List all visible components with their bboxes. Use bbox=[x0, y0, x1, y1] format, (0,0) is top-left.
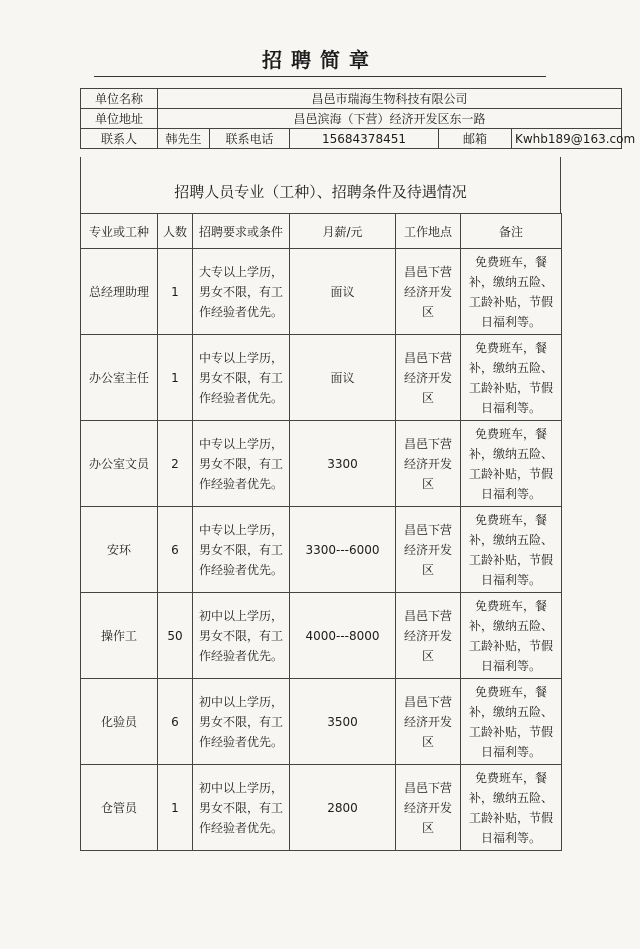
positions-table bbox=[80, 213, 562, 851]
note-cell: 免费班车，餐补，缴纳五险、工龄补贴，节假日福利等。 bbox=[461, 421, 562, 507]
location-cell: 昌邑下营经济开发区 bbox=[396, 593, 461, 679]
location-cell: 昌邑下营经济开发区 bbox=[396, 765, 461, 851]
company-info-table bbox=[80, 88, 636, 149]
company-name: 昌邑市瑞海生物科技有限公司 bbox=[158, 89, 622, 109]
requirement-cell: 初中以上学历，男女不限，有工作经验者优先。 bbox=[193, 679, 290, 765]
position-cell: 总经理助理 bbox=[81, 249, 158, 335]
table-row bbox=[81, 249, 562, 335]
position-cell: 操作工 bbox=[81, 593, 158, 679]
position-cell: 安环 bbox=[81, 507, 158, 593]
salary-cell: 3300 bbox=[290, 421, 396, 507]
requirement-cell: 初中以上学历，男女不限，有工作经验者优先。 bbox=[193, 593, 290, 679]
table-row bbox=[81, 335, 562, 421]
location-cell: 昌邑下营经济开发区 bbox=[396, 679, 461, 765]
contact-name: 韩先生 bbox=[158, 129, 210, 149]
col-header-position: 专业或工种 bbox=[81, 214, 158, 249]
requirement-cell: 初中以上学历，男女不限，有工作经验者优先。 bbox=[193, 765, 290, 851]
salary-cell: 面议 bbox=[290, 335, 396, 421]
count-cell: 6 bbox=[158, 507, 193, 593]
title-underline bbox=[94, 76, 546, 77]
requirement-cell: 大专以上学历，男女不限，有工作经验者优先。 bbox=[193, 249, 290, 335]
table-row bbox=[81, 421, 562, 507]
section-heading-box bbox=[80, 157, 561, 213]
location-cell: 昌邑下营经济开发区 bbox=[396, 421, 461, 507]
count-cell: 1 bbox=[158, 335, 193, 421]
col-header-salary: 月薪/元 bbox=[290, 214, 396, 249]
requirement-cell: 中专以上学历，男女不限，有工作经验者优先。 bbox=[193, 421, 290, 507]
requirement-cell: 中专以上学历，男女不限，有工作经验者优先。 bbox=[193, 335, 290, 421]
count-cell: 1 bbox=[158, 249, 193, 335]
count-cell: 1 bbox=[158, 765, 193, 851]
col-header-count: 人数 bbox=[158, 214, 193, 249]
company-name-label: 单位名称 bbox=[81, 89, 158, 109]
location-cell: 昌邑下营经济开发区 bbox=[396, 249, 461, 335]
count-cell: 2 bbox=[158, 421, 193, 507]
contact-label: 联系人 bbox=[81, 129, 158, 149]
email-label: 邮箱 bbox=[439, 129, 512, 149]
salary-cell: 3300---6000 bbox=[290, 507, 396, 593]
col-header-note: 备注 bbox=[461, 214, 562, 249]
note-cell: 免费班车，餐补，缴纳五险、工龄补贴，节假日福利等。 bbox=[461, 679, 562, 765]
note-cell: 免费班车，餐补，缴纳五险、工龄补贴，节假日福利等。 bbox=[461, 507, 562, 593]
page-title: 招聘简章 bbox=[262, 48, 378, 72]
table-row bbox=[81, 593, 562, 679]
table-row bbox=[81, 507, 562, 593]
position-cell: 办公室文员 bbox=[81, 421, 158, 507]
note-cell: 免费班车，餐补，缴纳五险、工龄补贴，节假日福利等。 bbox=[461, 593, 562, 679]
count-cell: 6 bbox=[158, 679, 193, 765]
table-row bbox=[81, 765, 562, 851]
count-cell: 50 bbox=[158, 593, 193, 679]
salary-cell: 4000---8000 bbox=[290, 593, 396, 679]
location-cell: 昌邑下营经济开发区 bbox=[396, 335, 461, 421]
note-cell: 免费班车，餐补，缴纳五险、工龄补贴，节假日福利等。 bbox=[461, 249, 562, 335]
location-cell: 昌邑下营经济开发区 bbox=[396, 507, 461, 593]
position-cell: 仓管员 bbox=[81, 765, 158, 851]
col-header-location: 工作地点 bbox=[396, 214, 461, 249]
note-cell: 免费班车，餐补，缴纳五险、工龄补贴，节假日福利等。 bbox=[461, 765, 562, 851]
section-title: 招聘人员专业（工种）、招聘条件及待遇情况 bbox=[174, 183, 467, 201]
requirement-cell: 中专以上学历，男女不限，有工作经验者优先。 bbox=[193, 507, 290, 593]
phone-label: 联系电话 bbox=[210, 129, 290, 149]
phone-number: 15684378451 bbox=[290, 129, 439, 149]
col-header-requirement: 招聘要求或条件 bbox=[193, 214, 290, 249]
note-cell: 免费班车，餐补，缴纳五险、工龄补贴，节假日福利等。 bbox=[461, 335, 562, 421]
position-cell: 化验员 bbox=[81, 679, 158, 765]
table-header-row bbox=[81, 214, 562, 249]
table-row bbox=[81, 679, 562, 765]
company-address-label: 单位地址 bbox=[81, 109, 158, 129]
salary-cell: 2800 bbox=[290, 765, 396, 851]
company-address: 昌邑滨海（下营）经济开发区东一路 bbox=[158, 109, 622, 129]
salary-cell: 面议 bbox=[290, 249, 396, 335]
position-cell: 办公室主任 bbox=[81, 335, 158, 421]
salary-cell: 3500 bbox=[290, 679, 396, 765]
email-address: Kwhb189@163.com bbox=[512, 129, 622, 149]
